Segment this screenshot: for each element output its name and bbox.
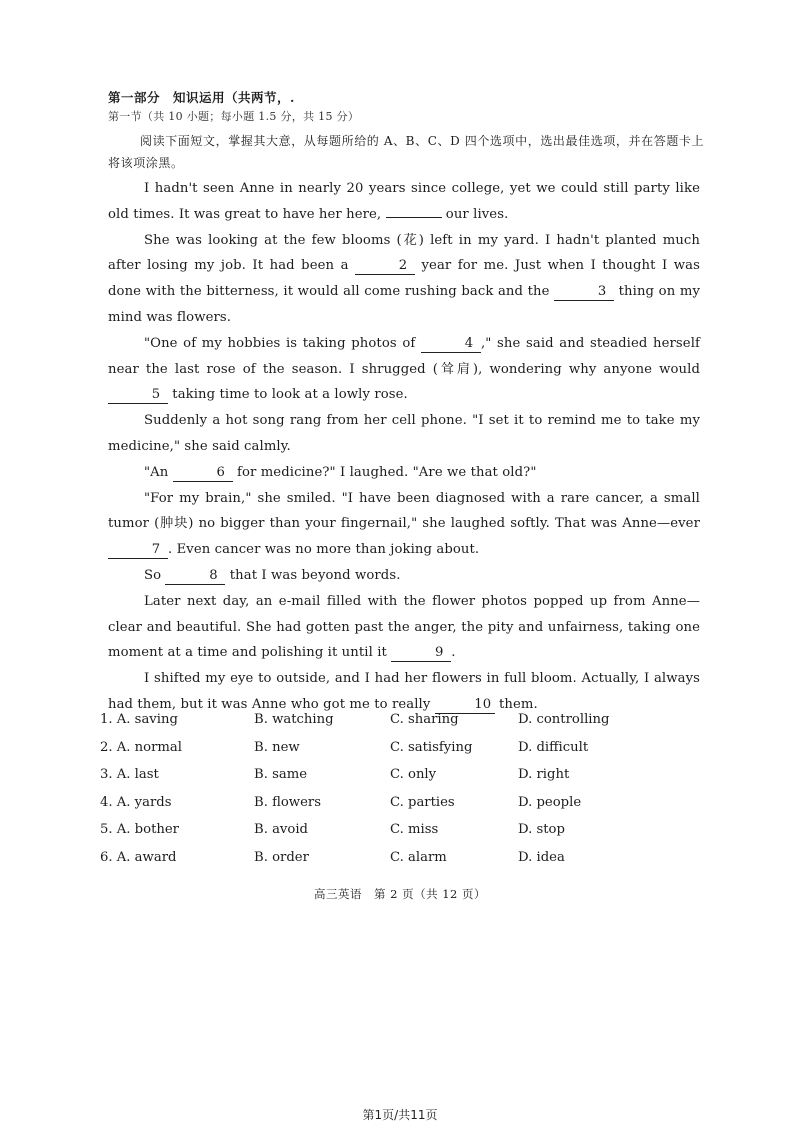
option-b: B. avoid: [254, 822, 308, 837]
passage-text: them.: [494, 696, 538, 712]
page-number: 第1页/共11页: [362, 1108, 438, 1122]
passage-text: I shifted my eye to outside, and I had her flowers in full bloom. Actually, I always had them, but it was Anne who got me to really: [108, 671, 700, 712]
option-row: [100, 822, 640, 850]
option-row: [100, 712, 640, 740]
option-row: [100, 795, 640, 823]
passage-text: ," she said and steadied herself near the last rose of the season. I shrugged (耸肩), wondering why anyone would: [108, 335, 700, 377]
passage-text: Suddenly a hot song rang from her cell phone. "I set it to remind me to take my medicine," she said calmly.: [108, 413, 700, 454]
passage-text: our lives.: [441, 206, 509, 222]
cloze-passage: [108, 176, 700, 718]
option-a: 6. A. award: [100, 849, 177, 865]
option-a: 4. A. yards: [100, 794, 172, 810]
option-row: [100, 740, 640, 768]
passage-text: thing on my mind was flowers.: [108, 284, 701, 325]
passage-text: "One of my hobbies is taking photos of: [144, 335, 421, 351]
option-c: C. alarm: [390, 849, 447, 865]
option-b: B. same: [254, 767, 308, 782]
passage-text: year for me. Just when I thought I was done with the bitterness, it would all come rushing back and the: [108, 258, 700, 300]
blank-9: 9: [391, 645, 451, 662]
option-c: C. sharing: [390, 712, 459, 727]
option-a: 2. A. normal: [100, 739, 183, 755]
passage-text: She was looking at the few blooms (花) left in my yard. I hadn't planted much after losing my job. It had been a: [108, 232, 700, 274]
passage-text: . Even cancer was no more than joking about.: [168, 542, 480, 558]
passage-paragraph: [108, 460, 700, 486]
option-b: B. order: [254, 849, 309, 865]
passage-paragraph: [108, 331, 700, 408]
blank-7: 7: [108, 542, 168, 559]
blank-8: 8: [165, 568, 225, 585]
option-b: B. new: [254, 739, 300, 755]
blank-6: 6: [173, 465, 233, 482]
passage-text: Later next day, an e-mail filled with the flower photos popped up from Anne—clear and beautiful. She had gotten past the anger, the pity and unfairness, taking one moment at a time and polishing it until it: [108, 593, 700, 661]
passage-text: I hadn't seen Anne in nearly 20 years since college, yet we could still party like old times. It was great to have her here,: [108, 181, 700, 222]
instructions: 阅读下面短文，掌握其大意，从每题所给的 A、B、C、D 四个选项中，选出最佳选项，并在答题卡上将该项涂黑。: [108, 134, 705, 170]
passage-paragraph: [108, 228, 700, 331]
option-c: C. miss: [390, 822, 439, 837]
passage-text: "For my brain," she smiled. "I have been diagnosed with a rare cancer, a small tumor (肿块) no bigger than your fingernail," she laughed softly. That was Anne—ever: [108, 490, 700, 532]
passage-paragraph: [108, 666, 700, 718]
passage-paragraph: [108, 486, 700, 563]
option-d: D. right: [518, 767, 570, 782]
answer-options: [100, 712, 640, 877]
option-d: D. difficult: [518, 739, 589, 755]
option-a: 1. A. saving: [100, 712, 178, 727]
option-c: C. parties: [390, 794, 455, 810]
part-title: 第一部分 知识运用（共两节，.: [108, 90, 295, 105]
option-a: 3. A. last: [100, 767, 159, 782]
passage-paragraph: [108, 589, 700, 666]
section-title: 第一节（共 10 小题；每小题 1.5 分，共 15 分）: [108, 110, 360, 123]
passage-paragraph: [108, 408, 700, 460]
subject-page-footer: 高三英语 第 2 页（共 12 页）: [313, 887, 487, 901]
blank-4: 4: [421, 336, 481, 353]
passage-paragraph: [108, 563, 700, 589]
option-d: D. controlling: [518, 712, 610, 727]
option-c: C. satisfying: [390, 739, 473, 755]
passage-text: that I was beyond words.: [225, 567, 401, 583]
passage-text: So: [144, 567, 166, 583]
blank-3: 3: [554, 284, 614, 301]
option-d: D. idea: [518, 849, 565, 865]
option-b: B. watching: [254, 712, 334, 727]
blank-5: 5: [108, 387, 168, 404]
option-d: D. people: [518, 794, 582, 810]
passage-paragraph: [108, 176, 700, 228]
option-c: C. only: [390, 767, 437, 782]
blank-1: [386, 217, 442, 218]
option-row: [100, 850, 640, 878]
blank-10: 10: [435, 697, 495, 714]
passage-text: taking time to look at a lowly rose.: [168, 387, 408, 403]
passage-text: "An: [144, 464, 173, 480]
blank-2: 2: [355, 258, 415, 275]
option-a: 5. A. bother: [100, 822, 179, 837]
passage-text: for medicine?" I laughed. "Are we that old?": [232, 464, 537, 480]
option-row: [100, 767, 640, 795]
option-b: B. flowers: [254, 794, 321, 810]
option-d: D. stop: [518, 822, 565, 837]
passage-text: .: [451, 645, 456, 661]
